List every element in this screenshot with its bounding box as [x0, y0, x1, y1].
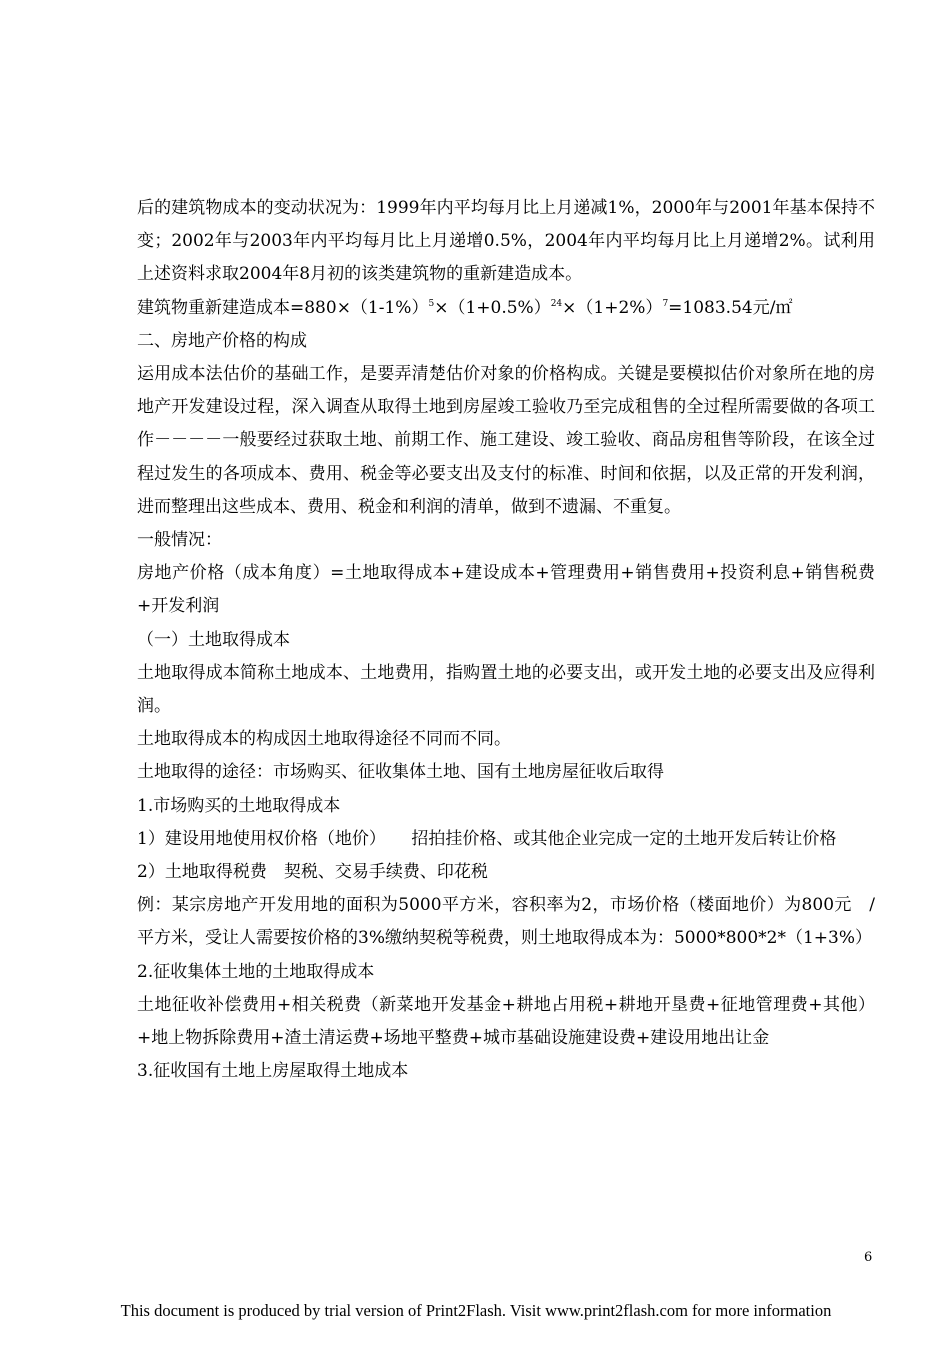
page-number: 6 [864, 1250, 873, 1265]
paragraph-price-formula: 房地产价格（成本角度）=土地取得成本+建设成本+管理费用+销售费用+投资利息+销售税费+开发利润 [137, 563, 875, 617]
item-land-acquisition-taxes: 2）土地取得税费 契税、交易手续费、印花税 [137, 862, 488, 883]
paragraph-example: 例：某宗房地产开发用地的面积为5000平方米，容积率为2，市场价格（楼面地价）为800元 /平方米，受让人需要按价格的3%缴纳契税等税费，则土地取得成本为：5000*800*2*（1+3%） [137, 895, 875, 949]
formula-exponent-3: 7 [662, 298, 669, 309]
formula-mid-2: ×（1+2%） [562, 297, 663, 318]
item-market-purchase: 1.市场购买的土地取得成本 [137, 795, 341, 816]
paragraph-expropriation-costs: 土地征收补偿费用+相关税费（新菜地开发基金+耕地占用税+耕地开垦费+征地管理费+其他）+地上物拆除费用+渣土清运费+场地平整费+城市基础设施建设费+建设用地出让金 [137, 994, 875, 1049]
formula-exponent-2: 24 [550, 298, 563, 309]
paragraph-land-acquisition-routes: 土地取得的途径：市场购买、征收集体土地、国有土地房屋征收后取得 [137, 762, 664, 783]
paragraph-land-cost-definition: 土地取得成本简称土地成本、土地费用，指购置土地的必要支出，或开发土地的必要支出及应得利润。 [137, 662, 875, 717]
paragraph-land-cost-composition: 土地取得成本的构成因土地取得途径不同而不同。 [137, 729, 511, 750]
paragraph-cost-change: 后的建筑物成本的变动状况为：1999年内平均每月比上月递减1%，2000年与2001年基本保持不变；2002年与2003年内平均每月比上月递增0.5%，2004年内平均每月比上月递增2%。试利用上述资料求取2004年8月初的该类建筑物的重新建造成本。 [137, 198, 875, 285]
formula-mid-1: ×（1+0.5%） [434, 297, 551, 318]
section-heading-price-composition: 二、房地产价格的构成 [137, 330, 307, 351]
document-body [137, 192, 875, 1088]
trial-watermark-footer: This document is produced by trial version of Print2Flash. Visit www.print2flash.com for more information [120, 1301, 832, 1320]
paragraph-cost-method-basics: 运用成本法估价的基础工作，是要弄清楚估价对象的价格构成。关键是要模拟估价对象所在地的房地产开发建设过程，深入调查从取得土地到房屋竣工验收乃至完成租售的全过程所需要做的各项工作－－－－一般要经过获取土地、前期工作、施工建设、竣工验收、商品房租售等阶段，在该全过程过发生的各项成本、费用、税金等必要支出及支付的标准、时间和依据，以及正常的开发利润，进而整理出这些成本、费用、税金和利润的清单，做到不遗漏、不重复。 [137, 364, 875, 517]
item-state-land-housing-expropriation: 3.征收国有土地上房屋取得土地成本 [137, 1061, 409, 1082]
formula-rebuild-cost [137, 292, 875, 325]
subheading-land-acquisition-cost: （一）土地取得成本 [137, 629, 290, 650]
formula-exponent-1: 5 [428, 298, 435, 309]
formula-result: =1083.54元/㎡ [668, 297, 793, 318]
item-land-use-right-price: 1）建设用地使用权价格（地价） 招拍挂价格、或其他企业完成一定的土地开发后转让价格 [137, 828, 837, 849]
item-collective-land-expropriation: 2.征收集体土地的土地取得成本 [137, 961, 375, 982]
formula-prefix: 建筑物重新建造成本=880×（1-1%） [137, 297, 429, 318]
paragraph-general-case-label: 一般情况： [137, 530, 222, 551]
